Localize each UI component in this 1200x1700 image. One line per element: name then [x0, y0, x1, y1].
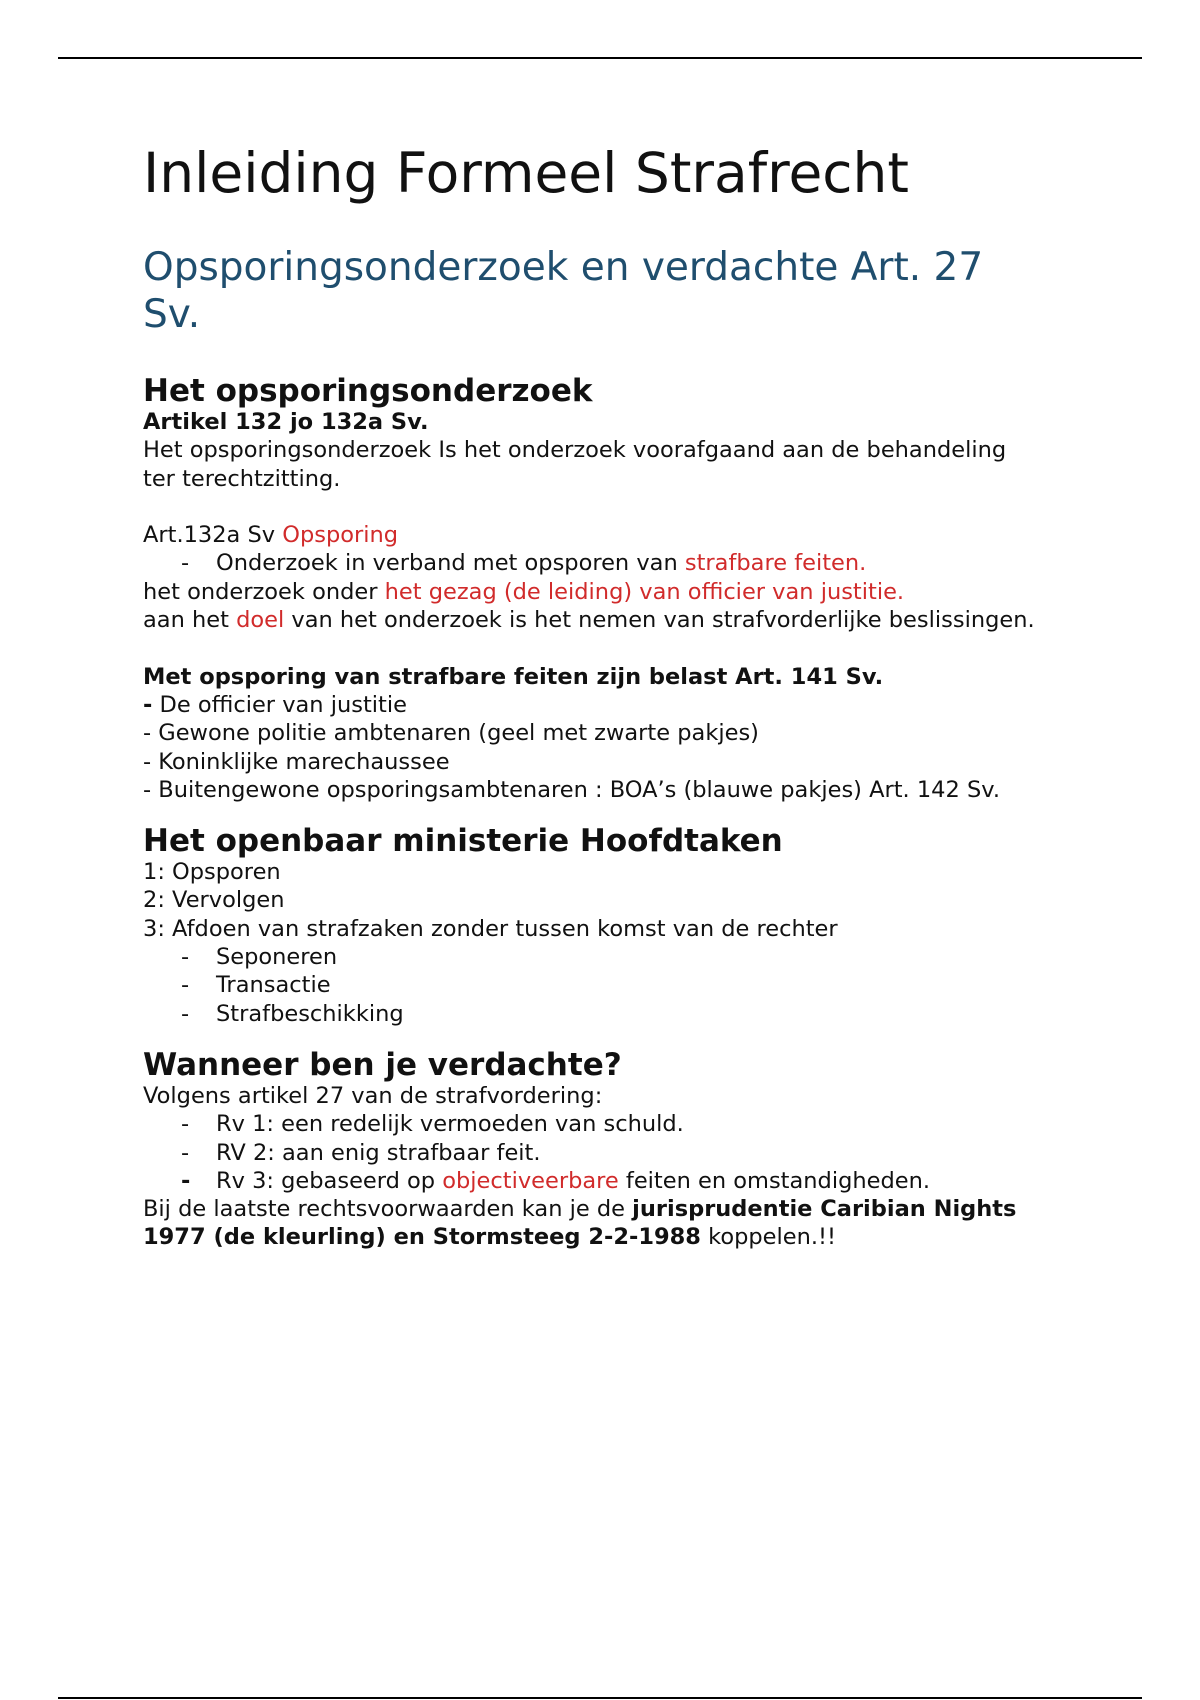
header-rule	[58, 57, 1142, 59]
list-item: - Koninklijke marechaussee	[143, 748, 450, 775]
list-item-rv3	[143, 1167, 1043, 1195]
closing-prefix: Bij de laatste rechtsvoorwaarden kan je de	[143, 1196, 633, 1223]
highlight-term: het gezag (de leiding) van officier van justitie.	[384, 578, 905, 605]
section-heading-openbaar-ministerie: Het openbaar ministerie Hoofdtaken	[143, 823, 783, 860]
list-item	[143, 691, 1043, 719]
list-dash: -	[143, 691, 153, 718]
list-item: - Gewone politie ambtenaren (geel met zwarte pakjes)	[143, 720, 759, 747]
document-title: Inleiding Formeel Strafrecht	[143, 141, 909, 205]
article-reference: Artikel 132 jo 132a Sv.	[143, 409, 429, 435]
closing-suffix: koppelen.!!	[700, 1224, 837, 1251]
rv3-prefix: Rv 3: gebaseerd op	[216, 1167, 443, 1194]
list-item-rv1: - Rv 1: een redelijk vermoeden van schuld.	[143, 1110, 1043, 1138]
sub-list-item: - Strafbeschikking	[143, 1000, 1043, 1028]
list-item: - Buitengewone opsporingsambtenaren : BOA’s (blauwe pakjes) Art. 142 Sv.	[143, 776, 1000, 803]
list-item	[143, 549, 1043, 577]
rv3-suffix: feiten en omstandigheden.	[618, 1167, 930, 1194]
jurisprudence-reference: jurisprudentie Caribian Nights 1977 (de kleurling) en Stormsteeg 2-2-1988	[143, 1196, 1017, 1251]
highlight-term: objectiveerbare	[442, 1167, 619, 1194]
gezag-text: het onderzoek onder	[143, 578, 385, 605]
list-item: 2: Vervolgen	[143, 887, 285, 914]
doel-line	[143, 606, 1043, 634]
list-item: 1: Opsporen	[143, 859, 281, 886]
list-item-text: Onderzoek in verband met opsporen van	[216, 550, 685, 577]
paragraph-intro: Het opsporingsonderzoek Is het onderzoek voorafgaand aan de behandeling ter terechtzitting.	[143, 437, 1007, 492]
list-item-text: De officier van justitie	[152, 691, 407, 718]
sub-list-item: - Seponeren	[143, 943, 1043, 971]
doel-suffix: van het onderzoek is het nemen van strafvorderlijke beslissingen.	[284, 607, 1035, 634]
paragraph-intro: Volgens artikel 27 van de strafvordering:	[143, 1082, 603, 1109]
sub-list-item: - Transactie	[143, 971, 1043, 999]
document-subtitle: Opsporingsonderzoek en verdachte Art. 27 Sv.	[143, 245, 984, 337]
gezag-line	[143, 578, 1043, 606]
art-132a-label: Art.132a Sv	[143, 522, 283, 549]
footer-rule	[58, 1697, 1142, 1699]
list-item-rv2: - RV 2: aan enig strafbaar feit.	[143, 1139, 1043, 1167]
document-body	[143, 374, 1043, 1252]
list-item: 3: Afdoen van strafzaken zonder tussen komst van de rechter	[143, 915, 838, 942]
doel-prefix: aan het	[143, 607, 237, 634]
highlight-term: doel	[236, 607, 285, 634]
closing-paragraph	[143, 1195, 1043, 1252]
section-heading-opsporingsonderzoek: Het opsporingsonderzoek	[143, 373, 593, 409]
art-132a-line	[143, 521, 1043, 549]
section-heading-opsporing-belast: Met opsporing van strafbare feiten zijn belast Art. 141 Sv.	[143, 663, 884, 690]
highlight-term: strafbare feiten.	[684, 550, 867, 577]
opsporing-term: Opsporing	[282, 522, 399, 549]
section-heading-verdachte: Wanneer ben je verdachte?	[143, 1046, 622, 1083]
